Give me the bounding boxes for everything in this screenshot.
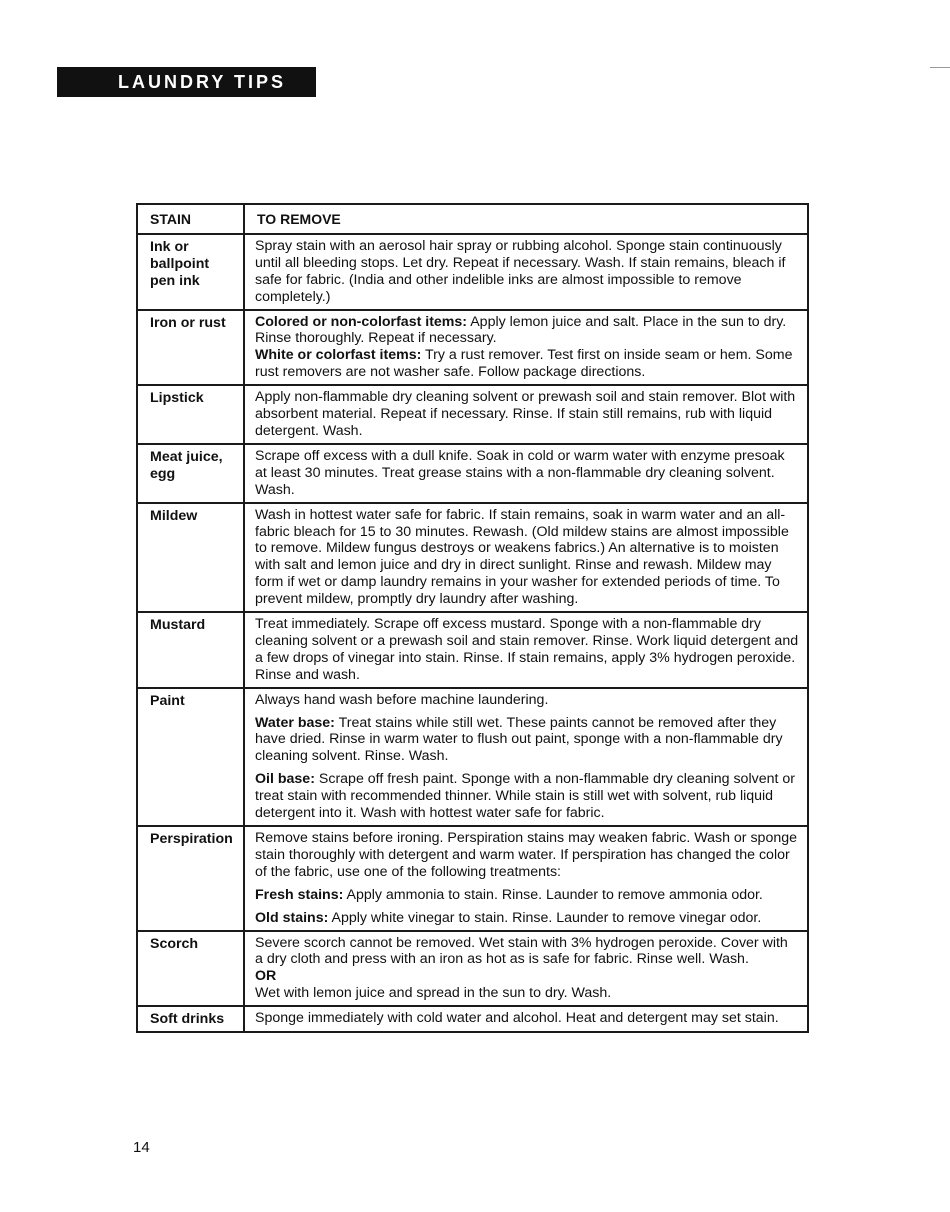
section-title-banner: LAUNDRY TIPS: [57, 67, 316, 97]
table-row: [137, 234, 808, 310]
table-row: [137, 385, 808, 444]
instruction-text: Spray stain with an aerosol hair spray or rubbing alcohol. Sponge stain continuously until all bleeding stops. Let dry. Repeat if necessary. Wash. If stain remains, bleach if safe for fabric. (India and other indelible inks are almost impossible to remove completely.): [255, 237, 786, 305]
stain-name: Scorch: [137, 931, 244, 1007]
removal-instructions: [244, 385, 808, 444]
instruction-text: Severe scorch cannot be removed. Wet stain with 3% hydrogen peroxide. Cover with a dry cloth and press with an iron as hot as is safe for fabric. Rinse well. Wash.: [255, 934, 788, 968]
instruction-text: [255, 771, 799, 822]
instruction-text: Apply non-flammable dry cleaning solvent or prewash soil and stain remover. Blot with absorbent material. Repeat if necessary. Rinse. If stain still remains, rub with liquid detergent. Wash.: [255, 389, 796, 439]
instruction-lead: Fresh stains:: [255, 886, 344, 903]
table-row: [137, 826, 808, 931]
table-row: [137, 1006, 808, 1032]
table-row: [137, 503, 808, 612]
instruction-text: [255, 347, 799, 381]
or-separator: OR: [255, 968, 277, 985]
table-row: [137, 444, 808, 503]
instruction-body: Treat stains while still wet. These paints cannot be removed after they have dried. Rinse in warm water to flush out paint, sponge with a non-flammable dry cleaning solvent. Rinse. Wash.: [255, 714, 783, 765]
instruction-text: Treat immediately. Scrape off excess mustard. Sponge with a non-flammable dry cleaning solvent or a prewash soil and stain remover. Rinse. Work liquid detergent and a few drops of vinegar into stain. Rinse. If stain remains, apply 3% hydrogen peroxide. Rinse and wash.: [255, 616, 799, 683]
stain-name: Iron or rust: [137, 310, 244, 386]
removal-instructions: [244, 234, 808, 310]
instruction-text: Sponge immediately with cold water and alcohol. Heat and detergent may set stain.: [255, 1010, 779, 1027]
removal-instructions: [244, 503, 808, 612]
page-number: 14: [133, 1139, 150, 1156]
instruction-body: Apply ammonia to stain. Rinse. Launder to remove ammonia odor.: [346, 886, 763, 903]
instruction-text: Wash in hottest water safe for fabric. If stain remains, soak in warm water and an all-fabric bleach for 15 to 30 minutes. Rewash. (Old mildew stains are almost impossible to remove. Mildew fungus destroys or weakens fabrics.) An alternative is to moisten with salt and lemon juice and dry in direct sunlight. Rinse and rewash. Mildew may form if wet or damp laundry remains in your washer for extended periods of time. To prevent mildew, promptly dry laundry after washing.: [255, 506, 789, 608]
header-stain: STAIN: [137, 204, 244, 234]
removal-instructions: [244, 1006, 808, 1032]
removal-instructions: [244, 688, 808, 826]
instruction-body: Apply lemon juice and salt. Place in the sun to dry. Rinse thoroughly. Repeat if necessary.: [255, 313, 787, 347]
stain-name: Mustard: [137, 612, 244, 688]
edge-mark: [930, 67, 950, 68]
stain-name: Soft drinks: [137, 1006, 244, 1032]
stain-removal-table: [136, 203, 809, 1033]
instruction-text: Remove stains before ironing. Perspiration stains may weaken fabric. Wash or sponge stain thoroughly with detergent and warm water. If perspiration has changed the color of the fabric, use one of the following treatments:: [255, 830, 798, 880]
removal-instructions: [244, 310, 808, 386]
table-row: [137, 688, 808, 826]
table-header-row: [137, 204, 808, 234]
instruction-body: Try a rust remover. Test first on inside seam or hem. Some rust removers are not washer safe. Follow package directions.: [255, 347, 793, 381]
instruction-lead: Colored or non-colorfast items:: [255, 313, 468, 330]
stain-name: Ink or ballpoint pen ink: [137, 234, 244, 310]
instruction-text: [255, 887, 799, 904]
removal-instructions: [244, 444, 808, 503]
instruction-text: [255, 715, 799, 766]
instruction-body: Apply white vinegar to stain. Rinse. Launder to remove vinegar odor.: [331, 909, 762, 926]
stain-name: Lipstick: [137, 385, 244, 444]
instruction-text: Always hand wash before machine laundering.: [255, 691, 549, 708]
instruction-text: [255, 910, 799, 927]
table-row: [137, 612, 808, 688]
header-to-remove: TO REMOVE: [244, 204, 808, 234]
instruction-lead: Water base:: [255, 714, 335, 731]
stain-name: Perspiration: [137, 826, 244, 931]
removal-instructions: [244, 612, 808, 688]
removal-instructions: [244, 826, 808, 931]
stain-name: Meat juice, egg: [137, 444, 244, 503]
table-row: [137, 310, 808, 386]
stain-name: Paint: [137, 688, 244, 826]
instruction-lead: White or colorfast items:: [255, 347, 422, 364]
stain-name: Mildew: [137, 503, 244, 612]
instruction-lead: Oil base:: [255, 771, 315, 788]
instruction-body: Scrape off fresh paint. Sponge with a non-flammable dry cleaning solvent or treat stain with recommended thinner. While stain is still wet with solvent, rub liquid detergent into it. Wash with hottest water safe for fabric.: [255, 771, 795, 822]
instruction-lead: Old stains:: [255, 909, 329, 926]
instruction-text: [255, 314, 799, 348]
removal-instructions: [244, 931, 808, 1007]
instruction-text: Scrape off excess with a dull knife. Soak in cold or warm water with enzyme presoak at least 30 minutes. Treat grease stains with a non-flammable dry cleaning solvent. Wash.: [255, 447, 785, 498]
instruction-text: Wet with lemon juice and spread in the sun to dry. Wash.: [255, 985, 612, 1002]
table-row: [137, 931, 808, 1007]
